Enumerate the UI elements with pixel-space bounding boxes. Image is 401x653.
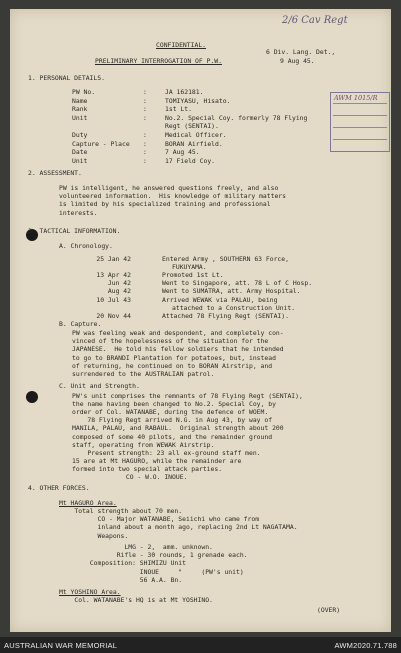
personal-sep: : [143,131,147,139]
capture-line: vinced of the hopelessness of the situation for the [72,337,269,346]
chronology-date: 10 Jul 43 [96,295,131,304]
unit-strength-line: the name having been changed to No.2. Special Coy, by [72,400,276,409]
chronology-entry: FUKUYAMA. [172,263,207,272]
unit-line: 6 Div. Lang. Det., [266,48,336,56]
personal-sep: : [143,156,147,165]
capture-line: surrendered to the AUSTRALIAN patrol. [72,370,215,378]
unit-strength-line: order of Col. WATANABE, during the defence of WOEM. [72,408,269,417]
chronology-date: 13 Apr 42 [96,271,131,280]
chronology-entry: Entered Army , SOUTHERN 63 Force, [162,255,289,263]
capture-heading: B. Capture. [59,320,102,328]
haguro-line: inland about a month ago, replacing 2nd Lt NAGATAMA. [59,523,298,532]
chronology-entry: attached to a Construction Unit. [172,303,296,312]
personal-label: Date [72,148,88,157]
personal-value: 7 Aug 45. [165,148,200,157]
chronology-entry: Went to SUMATRA, att. Army Hospital. [162,287,301,296]
haguro-line: Weapons. [59,531,129,540]
unit-strength-heading: C. Unit and Strength. [59,382,140,390]
personal-value: JA 162181. [165,88,204,96]
personal-label: Capture - Place [72,139,130,148]
personal-value: TOMIYASU, Hisato. [165,96,231,105]
stamp-handwriting: AWM 1015/R [334,94,378,102]
assessment-line: volunteered information. His knowledge of military matters [59,192,287,201]
assessment-line: is limited by his specialized training and professional [59,200,271,209]
chronology-entry: Went to Singapore, att. 78 L of C Hosp. [162,279,313,288]
personal-sep: : [143,88,147,96]
footer-bar [0,637,401,653]
chronology-entry: Promoted 1st Lt. [162,271,224,280]
yoshino-heading: Mt YOSHINO Area. [59,588,121,596]
assessment-line: PW is intelligent, he answered questions freely, and also [59,184,279,192]
personal-label: PW No. [72,88,96,96]
unit-strength-line: CO - W.O. INOUE. [72,473,188,481]
weapons-line: 56 A.A. Bn. [59,575,183,584]
weapons-line: INOUE " (PW's unit) [59,567,244,576]
unit-strength-line: formed into two special attack parties. [72,464,223,473]
personal-label: Name [72,96,88,105]
chronology-entry: Arrived WEWAK via PALAU, being [162,295,278,304]
personal-value: 17 Field Coy. [165,156,216,165]
personal-value: 1st Lt. [165,105,192,114]
section-tactical-heading: 3. TACTICAL INFORMATION. [28,227,121,235]
weapons-line: Composition: SHIMIZU Unit [59,559,186,568]
capture-line: JAPANESE. He told his fellow soldiers that he intended [72,345,284,354]
capture-line: to go to BRANDI Plantation for potatoes, but, instead [72,353,276,362]
chronology-date: Aug 42 [107,287,131,296]
personal-sep: : [143,148,147,157]
unit-strength-line: staff, operating from WEWAK Airstrip. [72,440,215,449]
handwritten-header: 2/6 Cav Regt [282,15,348,26]
personal-label: Unit [72,156,88,165]
chronology-heading: A. Chronology. [59,242,113,250]
weapons-line: Rifle - 30 rounds, 1 grenade each. [59,551,248,560]
personal-value: No.2. Special Coy. formerly 78 Flying [165,113,308,122]
yoshino-body: Col. WATANABE's HQ is at Mt YOSHINO. [59,596,213,604]
unit-strength-line: 15 are at Mt HAGURO, while the remainder are [72,456,242,465]
personal-value: Regt (SENTAI). [165,122,219,131]
personal-value: BORAN Airfield. [165,139,223,148]
section-assessment-heading: 2. ASSESSMENT. [28,169,82,177]
personal-sep: : [143,105,147,114]
footer-accession: AWM2020.71.788 [334,641,397,650]
personal-sep: : [143,139,147,148]
weapons-line: LMG - 2, amm. unknown. [59,543,213,551]
unit-strength-line: composed of some 40 pilots, and the remainder ground [72,432,273,441]
personal-label: Unit [72,113,88,122]
haguro-heading: Mt HAGURO Area. [59,499,117,507]
unit-strength-line: MANILA, PALAU, and RABAUL. Original strength about 200 [72,424,284,433]
archive-stamp [330,92,390,152]
punch-hole-bottom [26,391,38,403]
doc-subtitle: PRELIMINARY INTERROGATION OF P.W. [95,57,222,65]
footer-credit: AUSTRALIAN WAR MEMORIAL [4,641,118,650]
section-other-forces-heading: 4. OTHER FORCES. [28,484,90,492]
personal-value: Medical Officer. [165,131,227,139]
haguro-line: CO - Major WATANABE, Seiichi who came from [59,515,260,524]
capture-line: of returning, he continued on to BORAN Airstrip, and [72,361,273,370]
unit-strength-line: Present strength: 23 all ex-ground staff men. [72,448,261,457]
assessment-line: interests. [59,208,98,217]
personal-sep: : [143,113,147,122]
date-line: 9 Aug 45. [280,57,315,65]
personal-label: Duty [72,131,88,139]
chronology-date: 20 Nov 44 [96,311,131,320]
personal-label: Rank [72,105,88,114]
document-page [10,9,391,632]
unit-strength-line: PW's unit comprises the remnants of 78 Flying Regt (SENTAI), [72,392,303,400]
chronology-date: Jun 42 [107,279,131,288]
unit-strength-line: 78 Flying Regt arrived N.G. in Aug 43, by way of [72,416,273,425]
doc-title: CONFIDENTIAL. [156,41,207,49]
chronology-date: 25 Jan 42 [96,255,131,263]
chronology-entry: Attached 78 Flying Regt (SENTAI). [162,311,289,320]
personal-sep: : [143,96,147,105]
capture-line: PW was feeling weak and despondent, and completely con- [72,329,284,337]
over-note: (OVER) [317,606,341,614]
section-personal-heading: 1. PERSONAL DETAILS. [28,74,105,82]
haguro-line: Total strength about 70 men. [59,507,183,515]
